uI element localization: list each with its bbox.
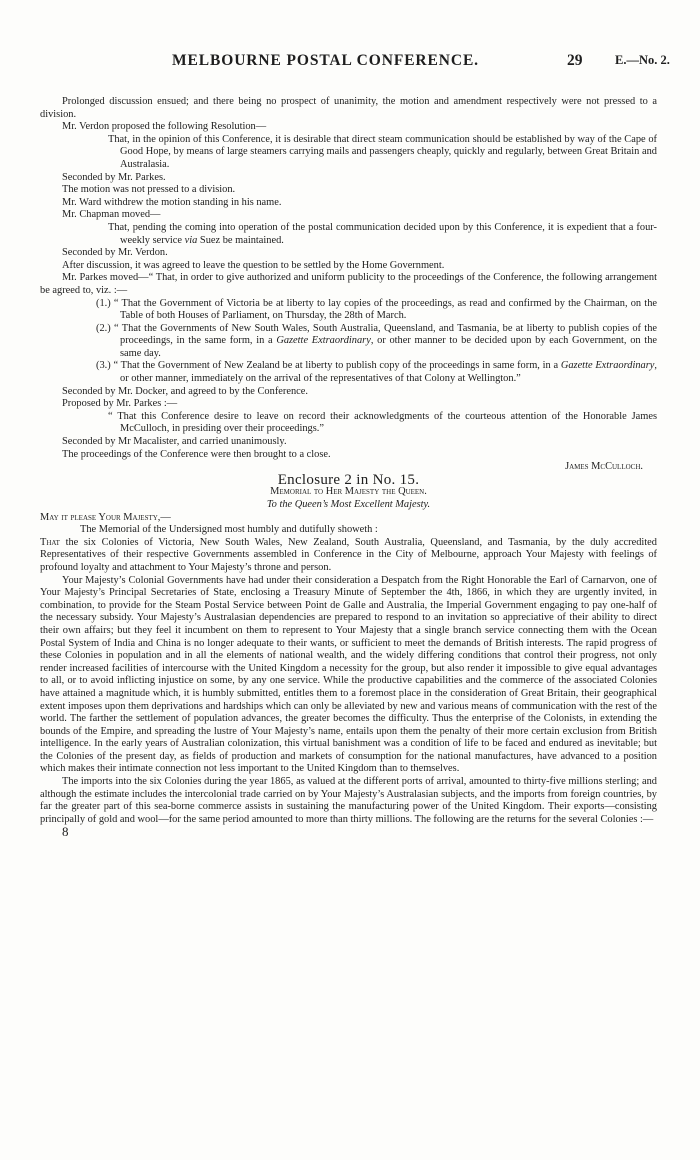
- memorial-preamble: The Memorial of the Undersigned most humbly and dutifully showeth :: [80, 524, 378, 536]
- item-text-italic: Gazette Extraordinary: [276, 335, 371, 347]
- motion-text-italic: via: [184, 234, 198, 246]
- motion-text-part: Suez be maintained.: [197, 234, 284, 246]
- paragraph: Seconded by Mr. Verdon.: [62, 247, 168, 259]
- memorial-address: To the Queen’s Most Excellent Majesty.: [266, 499, 431, 510]
- item-text-part: , or other manner, immediately on the arrival of the representatives of that Colony at Wellington.”: [120, 360, 657, 385]
- paragraph-text: the six Colonies of Victoria, New South Wales, New Zealand, South Australia, Queensland, and Tasmania, by the duly accredited Representatives of their respective Governments assembled in Conference in the City of Melbourne, approach Your Majesty with feelings of profound loyalty and attachment to Your Majesty’s throne and person.: [40, 536, 657, 573]
- numbered-item-2: [40, 323, 657, 361]
- document-body: [40, 96, 657, 839]
- memorial-paragraph-1: [40, 537, 657, 575]
- item-text-part: (2.) “ That the Governments of New South Wales, South Australia, Queensland, and Tasmania, be at liberty to publish copies of the proceedings, in the same form, in a: [96, 322, 657, 347]
- salutation: May it please Your Majesty,—: [40, 511, 171, 523]
- motion-text-part: That, pending the coming into operation of the postal communication decided upon by this Conference, it is expedient that a four-weekly service: [108, 221, 657, 246]
- paragraph: After discussion, it was agreed to leave the question to be settled by the Home Government.: [62, 259, 445, 271]
- numbered-item-1: (1.) “ That the Government of Victoria be at liberty to lay copies of the proceedings, as read and confirmed by the Chairman, on the Table of both Houses of Parliament, on Thursday, the 28th of March.: [96, 297, 657, 322]
- signature-mark: 8: [62, 824, 69, 840]
- resolution-text: That, in the opinion of this Conference, it is desirable that direct steam communication should be established by way of the Cape of Good Hope, by means of large steamers carrying mails and passengers cheaply, quickly and regularly, between Great Britain and Australasia.: [108, 133, 657, 170]
- item-text-part: , or other manner to be decided upon by each Government, on the same day.: [120, 335, 657, 359]
- paragraph: Prolonged discussion ensued; and there being no prospect of unanimity, the motion and amendment respectively were not pressed to a division.: [40, 96, 657, 120]
- paragraph: Mr. Verdon proposed the following Resolution—: [62, 121, 267, 133]
- memorial-paragraph-2: Your Majesty’s Colonial Governments have had under their consideration a Despatch from the Right Honorable the Earl of Carnarvon, one of Your Majesty’s Principal Secretaries of State, enclosing a Treasury Minute of September the 4th, 1866, in which they are urgently invited, in combination, to provide for the Steam Postal Service between Point de Galle and Australia, the Imperial Government engaging to pay one-half of the necessary subsidy. Your Majesty’s Australasian dependencies are prepared to respond to an invitation so appreciative of their ability to direct their own affairs; but they feel it incumbent on them to represent to Your Majesty that a single branch service connecting them with the Ocean Postal System of India and China is no longer adequate to their wants, or sufficient to meet the demands of British interests. The rapid progress of these Colonies in population and in all the elements of national wealth, and the widely differing conditions that control their progress, not only render increased facilities of intercourse with the United Kingdom a necessity for the group, but also render it impossible to give equal advantages to all, or to avoid inflicting injustice on some, by any one service. While the productive capabilities and the commerce of the associated Colonies have attained a magnitude which, it is humbly submitted, entitles them to a foremost place in the consideration of Great Britain, their geographical extent imposes upon them deprivations and hardships which can only be alleviated by new and various means of communication with the rest of the world. The farther the settlement of population advances, the greater becomes the difficulty. Thus the enterprise of the Colonists, in extending the bounds of the Empire, and spreading the lustre of Your Majesty’s name, entails upon them the penalty of their more certain exclusion from British intelligence. In the early years of Australian colonization, this virtual banishment was a condition of life to be faced and endured as inevitable; but the Colonies of the present day, as fields of production and markets of consumption for the national manufactures, have advanced to a position which makes their intimate connection not less important to the United Kingdom than to themselves.: [40, 574, 657, 775]
- paragraph: The motion was not pressed to a division.: [62, 184, 236, 196]
- item-text-part: (3.) “ That the Government of New Zealand be at liberty to publish copy of the proceedings in same form, in a: [96, 360, 561, 372]
- running-title: MELBOURNE POSTAL CONFERENCE.: [172, 52, 479, 69]
- paragraph: Mr. Chapman moved—: [62, 209, 161, 221]
- motion-text: [40, 222, 657, 247]
- proposal-text: “ That this Conference desire to leave on record their acknowledgments of the courteous attention of the Honorable James McCulloch, in presiding over their proceedings.”: [108, 410, 657, 435]
- paragraph: Seconded by Mr. Parkes.: [62, 171, 166, 183]
- enclosure-title: Enclosure 2 in No. 15.: [277, 471, 420, 488]
- paragraph: Seconded by Mr. Docker, and agreed to by the Conference.: [62, 385, 308, 397]
- page-number: 29: [567, 52, 583, 69]
- paragraph: The proceedings of the Conference were then brought to a close.: [62, 448, 331, 460]
- paragraph: Mr. Ward withdrew the motion standing in his name.: [62, 196, 282, 208]
- lead-word: That: [40, 536, 60, 548]
- document-reference: E.—No. 2.: [615, 53, 670, 67]
- paragraph: Mr. Parkes moved—“ That, in order to give authorized and uniform publicity to the proceedings of the Conference, the following arrangement be agreed to, viz. :—: [40, 272, 657, 296]
- memorial-paragraph-3: The imports into the six Colonies during the year 1865, as valued at the different ports of arrival, amounted to thirty-five millions sterling; and although the estimate includes the intercolonial trade carried on by Your Majesty’s Australasian subjects, and the imports from foreign countries, by far the greater part of this sea-borne commerce assists in sustaining the manufacturing power of the United Kingdom. Their exports—consisting principally of gold and wool—for the same period amounted to more than thirty millions. The following are the returns for the several Colonies :—: [40, 776, 657, 825]
- numbered-item-3: [40, 360, 657, 385]
- signature: James McCulloch.: [565, 461, 643, 473]
- paragraph: Seconded by Mr Macalister, and carried unanimously.: [62, 436, 287, 448]
- item-text-italic: Gazette Extraordinary: [560, 360, 655, 372]
- page-header: [0, 52, 700, 74]
- paragraph: Proposed by Mr. Parkes :—: [62, 398, 178, 410]
- memorial-heading: Memorial to Her Majesty the Queen.: [270, 486, 427, 498]
